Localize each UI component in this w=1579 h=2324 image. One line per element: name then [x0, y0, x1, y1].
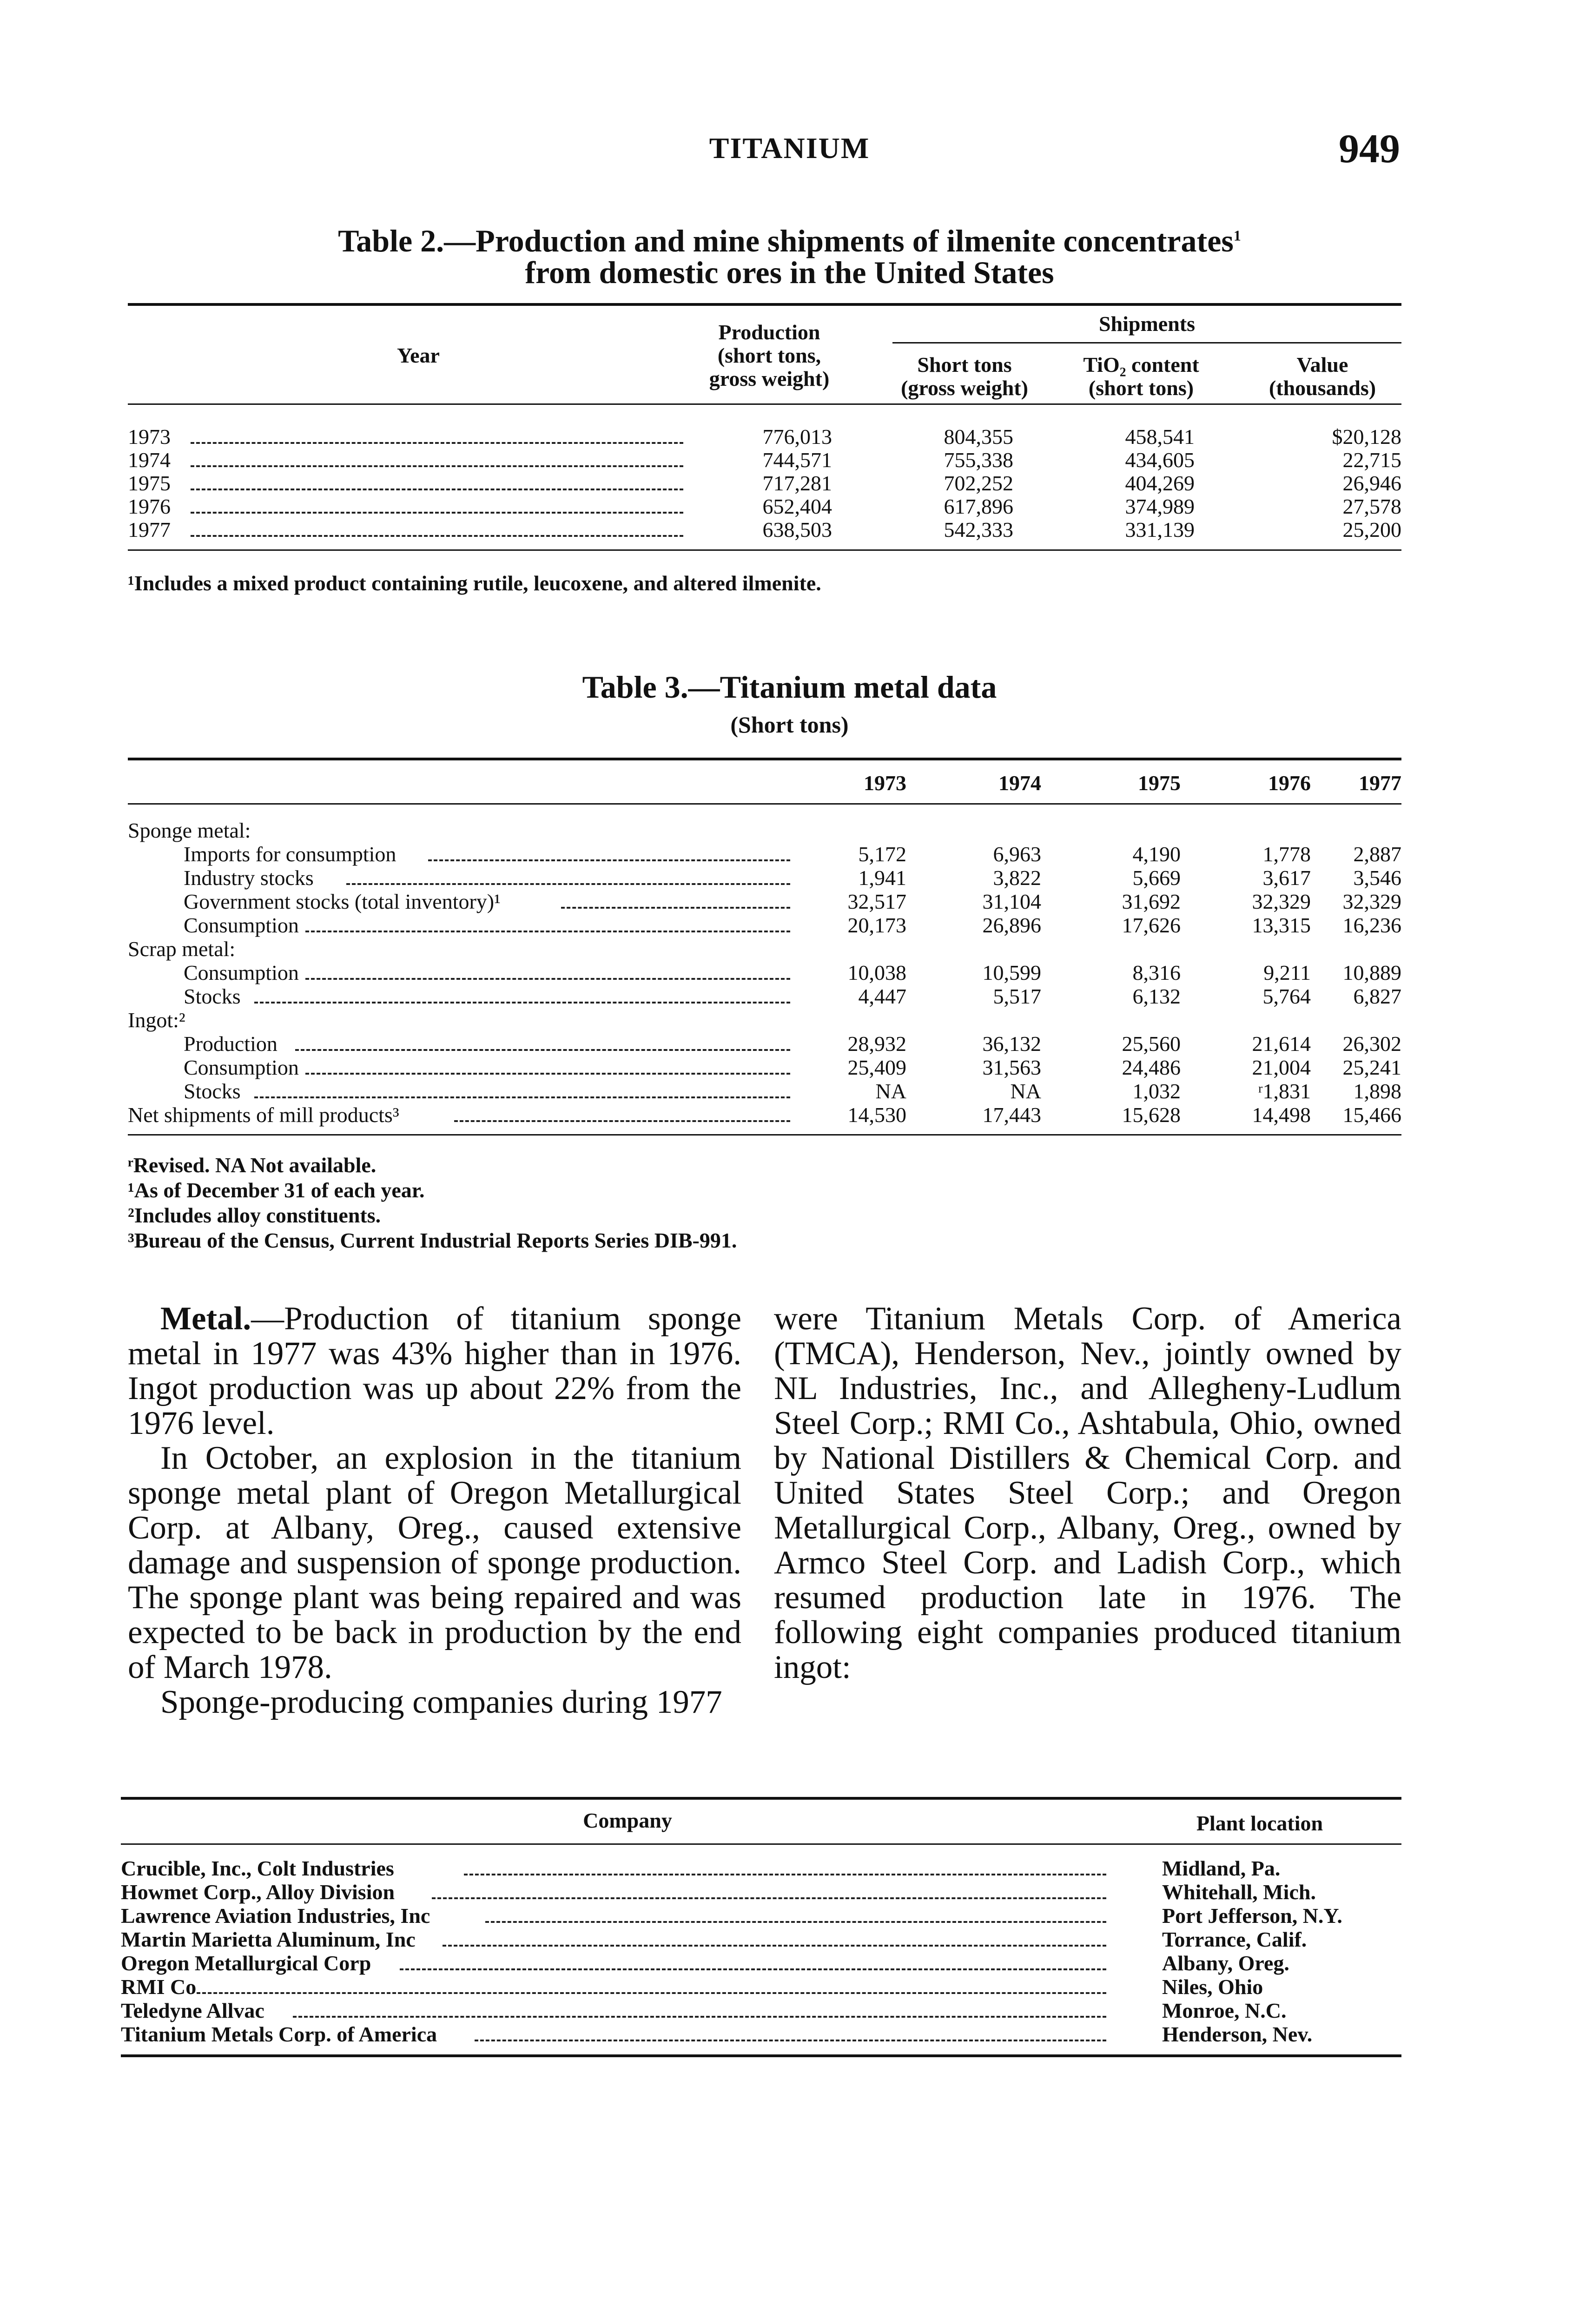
table2-short-tons: 617,896 [944, 495, 1013, 518]
table3-value: 32,517 [847, 890, 906, 913]
table2-year: 1974 [128, 448, 171, 472]
company-name: Oregon Metallurgical Corp [121, 1951, 371, 1975]
table2-caption-line1: Table 2.—Production and mine shipments of ilmenite concentrates$^1$ [338, 223, 1241, 258]
table3-value: 4,190 [1132, 842, 1181, 866]
table3-leader [454, 1120, 790, 1122]
table3-value: 31,563 [982, 1056, 1041, 1079]
table3-leader [305, 978, 790, 980]
table2-leader [191, 512, 683, 514]
body-left-column [128, 1301, 741, 1720]
table2-tio2: 404,269 [1125, 471, 1195, 495]
table2-footnote: ¹Includes a mixed product containing rutile, leucoxene, and altered ilmenite. [128, 571, 821, 595]
company-name: Howmet Corp., Alloy Division [121, 1880, 395, 1904]
table3-row-label: Imports for consumption [184, 842, 396, 866]
table2-production: 638,503 [762, 518, 832, 541]
company-name: Lawrence Aviation Industries, Inc [121, 1904, 430, 1928]
table3-value: 3,617 [1262, 866, 1311, 890]
table3-row-label: Sponge metal: [128, 819, 251, 842]
table3-header-rule [128, 803, 1401, 805]
table3-footnote-2: ²Includes alloy constituents. [128, 1203, 381, 1227]
table2-short-tons: 755,338 [944, 448, 1013, 472]
table2-value: 26,946 [1342, 471, 1401, 495]
company-leader [443, 1945, 1106, 1947]
table2-value: 22,715 [1342, 448, 1401, 472]
table3-leader [305, 1073, 790, 1075]
table2-bottom-rule [128, 549, 1401, 551]
table3-value: 36,132 [982, 1032, 1041, 1056]
table3-value: 6,827 [1353, 984, 1401, 1008]
company-location: Torrance, Calif. [1162, 1928, 1307, 1951]
table3-value: 15,628 [1122, 1103, 1181, 1127]
company-leader [475, 2040, 1106, 2041]
table3-value: 10,599 [982, 961, 1041, 984]
table3-value: 25,241 [1342, 1056, 1401, 1079]
company-location: Whitehall, Mich. [1162, 1880, 1316, 1904]
table3-value: 21,614 [1252, 1032, 1311, 1056]
table3-value: ʳ1,831 [1258, 1079, 1311, 1103]
company-location: Niles, Ohio [1162, 1975, 1263, 1999]
table3-value: 32,329 [1342, 890, 1401, 913]
table3-value: 31,692 [1122, 890, 1181, 913]
table3-row-label: Scrap metal: [128, 937, 236, 961]
company-location: Monroe, N.C. [1162, 1999, 1287, 2022]
table2-col-short-tons: Short tons (gross weight) [901, 353, 1028, 400]
table3-value: 24,486 [1122, 1056, 1181, 1079]
table3-value: 4,447 [858, 984, 906, 1008]
table3-value: 1,778 [1262, 842, 1311, 866]
table3-value: 2,887 [1353, 842, 1401, 866]
table3-value: 32,329 [1252, 890, 1311, 913]
table3-value: 1,941 [858, 866, 906, 890]
table3-value: 31,104 [982, 890, 1041, 913]
table3-value: 25,409 [847, 1056, 906, 1079]
company-leader [293, 2016, 1106, 2018]
table2-col-value: Value (thousands) [1268, 353, 1376, 400]
company-location: Henderson, Nev. [1162, 2022, 1313, 2046]
table3-value: 6,963 [993, 842, 1041, 866]
table2-year: 1977 [128, 518, 171, 541]
table2-leader [191, 442, 683, 444]
table3-value: 20,173 [847, 913, 906, 937]
table2-leader [191, 465, 683, 467]
metal-run-in-heading: Metal. [160, 1301, 251, 1337]
company-name: Crucible, Inc., Colt Industries [121, 1856, 394, 1880]
company-name: RMI Co [121, 1975, 197, 1999]
table3-row-label: Industry stocks [184, 866, 314, 890]
table2-col-tio2: TiO₂ content (short tons) [1083, 353, 1199, 400]
table3-value: 10,889 [1342, 961, 1401, 984]
table2-value: 25,200 [1342, 518, 1401, 541]
company-leader [464, 1874, 1106, 1875]
table3-value: 1,032 [1132, 1079, 1181, 1103]
company-location: Port Jefferson, N.Y. [1162, 1904, 1342, 1928]
table2-production: 744,571 [762, 448, 832, 472]
table3-value: 3,546 [1353, 866, 1401, 890]
table3-row-label: Consumption [184, 913, 299, 937]
table3-value: 21,004 [1252, 1056, 1311, 1079]
table2-leader [191, 489, 683, 490]
table3-leader [561, 907, 790, 909]
company-table-header-rule [121, 1843, 1401, 1845]
page-number: 949 [1339, 126, 1400, 172]
company-leader [432, 1897, 1106, 1899]
table2-short-tons: 804,355 [944, 425, 1013, 449]
table2-year: 1976 [128, 495, 171, 518]
table3-row-label: Ingot:² [128, 1008, 185, 1032]
company-table-bottom-rule [121, 2054, 1401, 2057]
table3-value: 17,443 [982, 1103, 1041, 1127]
table3-row-label: Stocks [184, 984, 241, 1008]
table3-value: 3,822 [993, 866, 1041, 890]
company-location: Midland, Pa. [1162, 1856, 1281, 1880]
table3-row-label: Government stocks (total inventory)¹ [184, 890, 501, 913]
table3-subcaption: (Short tons) [730, 712, 849, 738]
table2-col-year: Year [397, 343, 440, 367]
table2-tio2: 434,605 [1125, 448, 1195, 472]
table3-value: 15,466 [1342, 1103, 1401, 1127]
table3-leader [295, 1049, 790, 1051]
company-name: Teledyne Allvac [121, 1999, 264, 2022]
table2-caption-line2: from domestic ores in the United States [525, 255, 1054, 290]
body-left-paragraph-2: In October, an explosion in the titanium sponge metal plant of Oregon Metallurgical Corp. at Albany, Oreg., caused extensive damage and suspension of sponge production. The sponge plant was being repaired and was expected to be back in production by the end of March 1978. [128, 1440, 741, 1685]
company-table-col-company: Company [583, 1809, 672, 1832]
table3-row-label: Consumption [184, 1056, 299, 1079]
table2-production: 776,013 [762, 425, 832, 449]
table3-value: 16,236 [1342, 913, 1401, 937]
table3-year-header: 1974 [998, 771, 1041, 795]
body-right-paragraph-1: were Titanium Metals Corp. of America (TMCA), Henderson, Nev., jointly owned by NL Industries, Inc., and Allegheny-Ludlum Steel Corp.; RMI Co., Ashtabula, Ohio, owned by National Distillers & Chemical Corp. and United States Steel Corp.; and Oregon Metallurgical Corp., Albany, Oreg., owned by Armco Steel Corp. and Ladish Corp., which resumed production late in 1976. The following eight companies produced titanium ingot: [774, 1301, 1401, 1685]
table3-value: 26,302 [1342, 1032, 1401, 1056]
company-name: Martin Marietta Aluminum, Inc [121, 1928, 416, 1951]
table3-value: 6,132 [1132, 984, 1181, 1008]
table2-year: 1973 [128, 425, 171, 449]
table3-leader [305, 931, 790, 932]
table2-short-tons: 702,252 [944, 471, 1013, 495]
table3-footnote-1: ¹As of December 31 of each year. [128, 1178, 425, 1202]
company-table-col-location: Plant location [1196, 1811, 1323, 1835]
table2-top-rule [128, 303, 1401, 306]
table3-caption: Table 3.—Titanium metal data [582, 669, 997, 705]
table3-year-header: 1975 [1138, 771, 1181, 795]
table2-leader [191, 535, 683, 537]
table3-value: NA [1010, 1079, 1041, 1103]
company-leader [485, 1921, 1106, 1923]
table3-footnote-3: ³Bureau of the Census, Current Industrial Reports Series DIB-991. [128, 1228, 737, 1252]
body-left-paragraph-3: Sponge-producing companies during 1977 [160, 1684, 722, 1720]
running-header-title: TITANIUM [709, 132, 870, 165]
table3-value: 17,626 [1122, 913, 1181, 937]
table2-year: 1975 [128, 471, 171, 495]
table3-value: 26,896 [982, 913, 1041, 937]
table3-top-rule [128, 758, 1401, 760]
table2-production: 652,404 [762, 495, 832, 518]
table3-bottom-rule [128, 1134, 1401, 1136]
table2-shipments-rule [892, 342, 1401, 343]
table3-value: 8,316 [1132, 961, 1181, 984]
table3-value: 1,898 [1353, 1079, 1401, 1103]
table3-value: 9,211 [1263, 961, 1311, 984]
table3-year-header: 1976 [1268, 771, 1311, 795]
table3-value: 5,172 [858, 842, 906, 866]
table3-value: 13,315 [1252, 913, 1311, 937]
company-location: Albany, Oreg. [1162, 1951, 1289, 1975]
table3-value: 14,498 [1252, 1103, 1311, 1127]
table3-year-header: 1973 [864, 771, 906, 795]
table2-tio2: 458,541 [1125, 425, 1195, 449]
table2-short-tons: 542,333 [944, 518, 1013, 541]
table2-col-shipments: Shipments [1098, 312, 1196, 336]
table3-row-label: Stocks [184, 1079, 241, 1103]
table3-leader [428, 859, 790, 861]
table3-footnote-revised: ʳRevised. NA Not available. [128, 1153, 377, 1177]
table3-value: 25,560 [1122, 1032, 1181, 1056]
company-leader [197, 1992, 1106, 1994]
table2-header-rule [128, 403, 1401, 405]
table3-value: NA [875, 1079, 906, 1103]
body-right-column [774, 1301, 1401, 1685]
table3-value: 28,932 [847, 1032, 906, 1056]
table3-leader [346, 883, 790, 885]
table3-value: 5,764 [1262, 984, 1311, 1008]
table3-value: 14,530 [847, 1103, 906, 1127]
body-left-paragraph-1: —Production of titanium sponge metal in 1977 was 43% higher than in 1976. Ingot production was up about 22% from the 1976 level. [128, 1301, 741, 1441]
table3-row-label: Net shipments of mill products³ [128, 1103, 399, 1127]
company-table-top-rule [121, 1797, 1401, 1800]
table3-row-label: Consumption [184, 961, 299, 984]
table3-value: 10,038 [847, 961, 906, 984]
table2-tio2: 374,989 [1125, 495, 1195, 518]
table3-row-label: Production [184, 1032, 277, 1056]
table2-col-production: Production (short tons, gross weight) [709, 320, 830, 390]
table3-value: 5,517 [993, 984, 1041, 1008]
table3-year-header: 1977 [1359, 771, 1401, 795]
table2-value: $20,128 [1332, 425, 1401, 449]
table3-leader [254, 1096, 790, 1098]
company-name: Titanium Metals Corp. of America [121, 2022, 437, 2046]
table3-value: 5,669 [1132, 866, 1181, 890]
table2-tio2: 331,139 [1125, 518, 1195, 541]
table3-leader [254, 1002, 790, 1004]
table2-value: 27,578 [1342, 495, 1401, 518]
company-leader [400, 1968, 1106, 1970]
table2-production: 717,281 [762, 471, 832, 495]
